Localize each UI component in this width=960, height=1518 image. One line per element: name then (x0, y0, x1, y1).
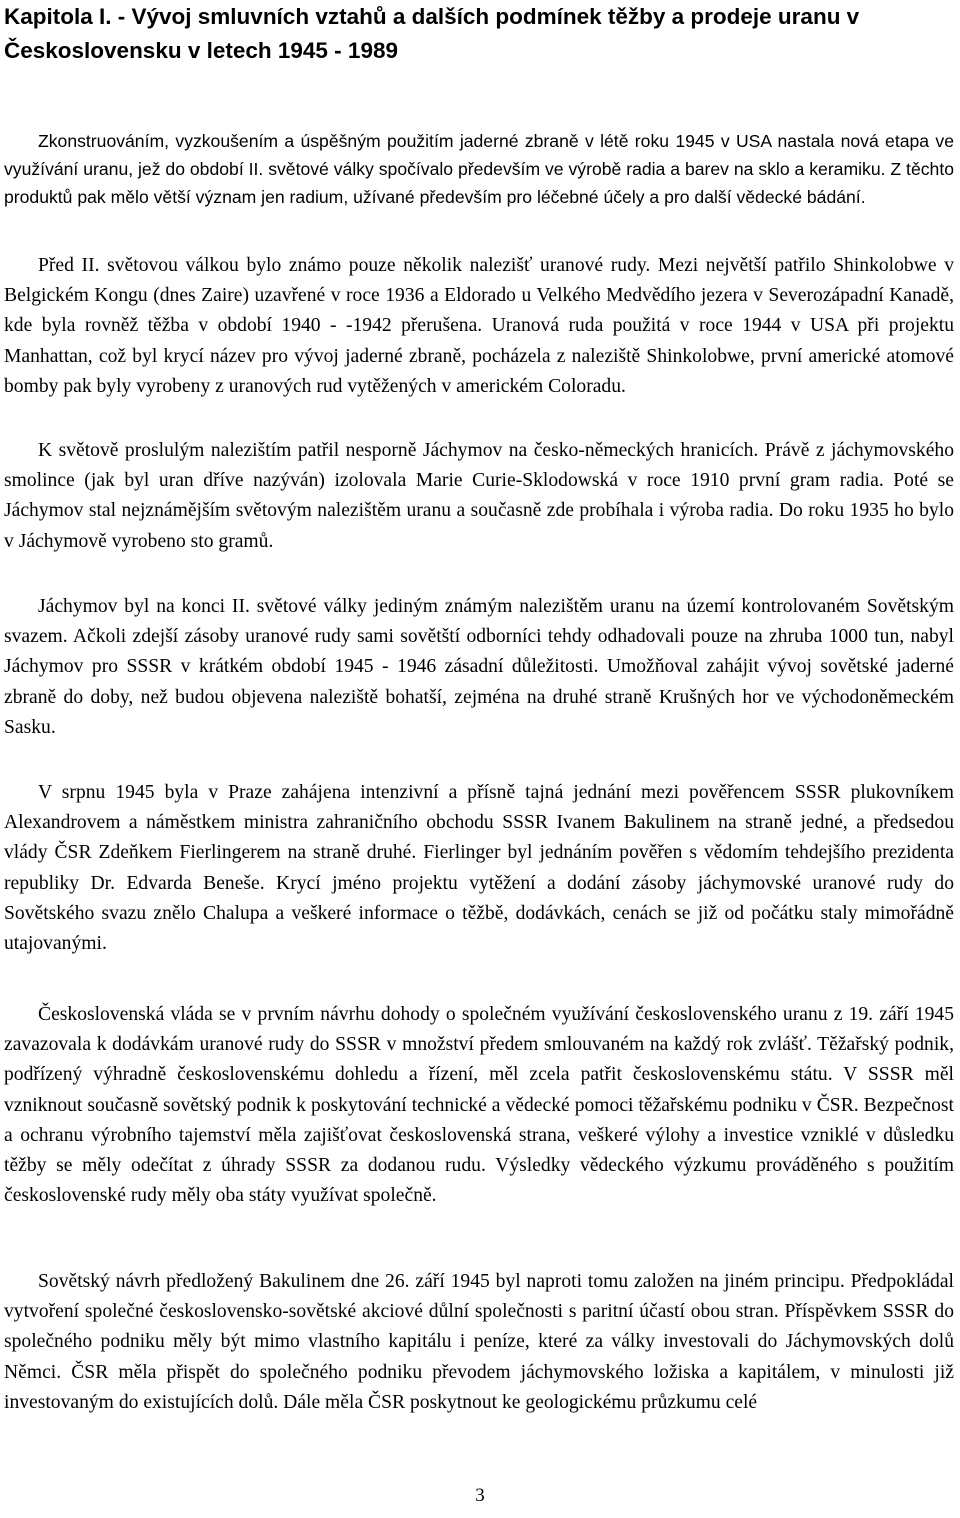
paragraph-2-text: Před II. světovou válkou bylo známo pouze několik nalezišť uranové rudy. Mezi největší patřilo Shinkolobwe v Belgickém Kongu (dnes Zaire) uzavřené v roce 1936 a Eldorado u Velkého Medvědího jezera v Severozápadní Kanadě, kde byla rovněž těžba v období 1940 - -1942 přerušena. Uranová ruda použitá v roce 1944 v USA při projektu Manhattan, což byl krycí název pro vývoj jaderné zbraně, pocházela z naleziště Shinkolobwe, první americké atomové bomby pak byly vyrobeny z uranových rud vytěžených v americkém Coloradu. (4, 255, 954, 397)
paragraph-4 (4, 592, 954, 743)
paragraph-3-text: K světově proslulým nalezištím patřil nesporně Jáchymov na česko-německých hranicích. Právě z jáchymovského smolince (jak byl uran dříve nazýván) izolovala Marie Curie-Sklodowská v roce 1910 první gram radia. Poté se Jáchymov stal nejznámějším světovým nalezištěm uranu a současně zde probíhala i výroba radia. Do roku 1935 ho bylo v Jáchymově vyrobeno sto gramů. (4, 440, 954, 552)
paragraph-6-text: Československá vláda se v prvním návrhu dohody o společném využívání československého uranu z 19. září 1945 zavazovala k dodávkám uranové rudy do SSSR v množství předem smlouvaném na každý rok zvlášť. Těžařský podnik, podřízený výhradně československému dohledu a řízení, měl zcela patřit československému státu. V SSSR měl vzniknout současně sovětský podnik k poskytování technické a vědecké pomoci těžařskému podniku v ČSR. Bezpečnost a ochranu výrobního tajemství měla zajišťovat československá strana, veškeré výlohy a investice vzniklé v důsledku těžby se měly odečítat z úhrady SSSR za dodanou rudu. Výsledky vědeckého výzkumu prováděného s použitím československé rudy měly oba státy využívat společně. (4, 1004, 954, 1207)
paragraph-1 (4, 127, 954, 211)
paragraph-1-text: Zkonstruováním, vyzkoušením a úspěšným použitím jaderné zbraně v létě roku 1945 v USA nastala nová etapa ve využívání uranu, jež do období II. světové války spočívalo především ve výrobě radia a barev na sklo a keramiku. Z těchto produktů pak mělo větší význam jen radium, užívané především pro léčebné účely a pro další vědecké bádání. (4, 131, 954, 207)
paragraph-5-text: V srpnu 1945 byla v Praze zahájena intenzivní a přísně tajná jednání mezi pověřencem SSSR plukovníkem Alexandrovem a náměstkem ministra zahraničního obchodu SSSR Ivanem Bakulinem na straně jedné, a předsedou vlády ČSR Zdeňkem Fierlingerem na straně druhé. Fierlinger byl jednáním pověřen s vědomím tehdejšího prezidenta republiky Dr. Edvarda Beneše. Krycí jméno projektu vytěžení a dodání zásoby jáchymovské uranové rudy do Sovětského svazu znělo Chalupa a veškeré informace o těžbě, dodávkách, cenách se již od počátku staly mimořádně utajovanými. (4, 782, 954, 955)
chapter-title: Kapitola I. - Vývoj smluvních vztahů a dalších podmínek těžby a prodeje uranu v Československu v letech 1945 - 1989 (4, 4, 860, 63)
paragraph-3 (4, 436, 954, 557)
paragraph-4-text: Jáchymov byl na konci II. světové války jediným známým nalezištěm uranu na území kontrolovaném Sovětským svazem. Ačkoli zdejší zásoby uranové rudy sami sovětští odborníci tehdy odhadovali pouze na zhruba 1000 tun, nabyl Jáchymov pro SSSR v krátkém období 1945 - 1946 zásadní důležitosti. Umožňoval zahájit vývoj sovětské jaderné zbraně do doby, než budou objevena naleziště bohatší, zejména na druhé straně Krušných hor ve východoněmeckém Sasku. (4, 596, 954, 738)
paragraph-6 (4, 1000, 954, 1211)
page-number: 3 (475, 1485, 485, 1506)
paragraph-7 (4, 1267, 954, 1418)
paragraph-2 (4, 251, 954, 402)
paragraph-5 (4, 778, 954, 959)
paragraph-7-text: Sovětský návrh předložený Bakulinem dne 26. září 1945 byl naproti tomu založen na jiném principu. Předpokládal vytvoření společné československo-sovětské akciové důlní společnosti s paritní účastí obou stran. Příspěvkem SSSR do společného podniku měly být mimo vlastního kapitálu i peníze, které za války investovali do Jáchymovských dolů Němci. ČSR měla přispět do společného podniku převodem jáchymovského ložiska a kapitálem, v minulosti již investovaným do existujících dolů. Dále měla ČSR poskytnout ke geologickému průzkumu celé (4, 1271, 954, 1413)
